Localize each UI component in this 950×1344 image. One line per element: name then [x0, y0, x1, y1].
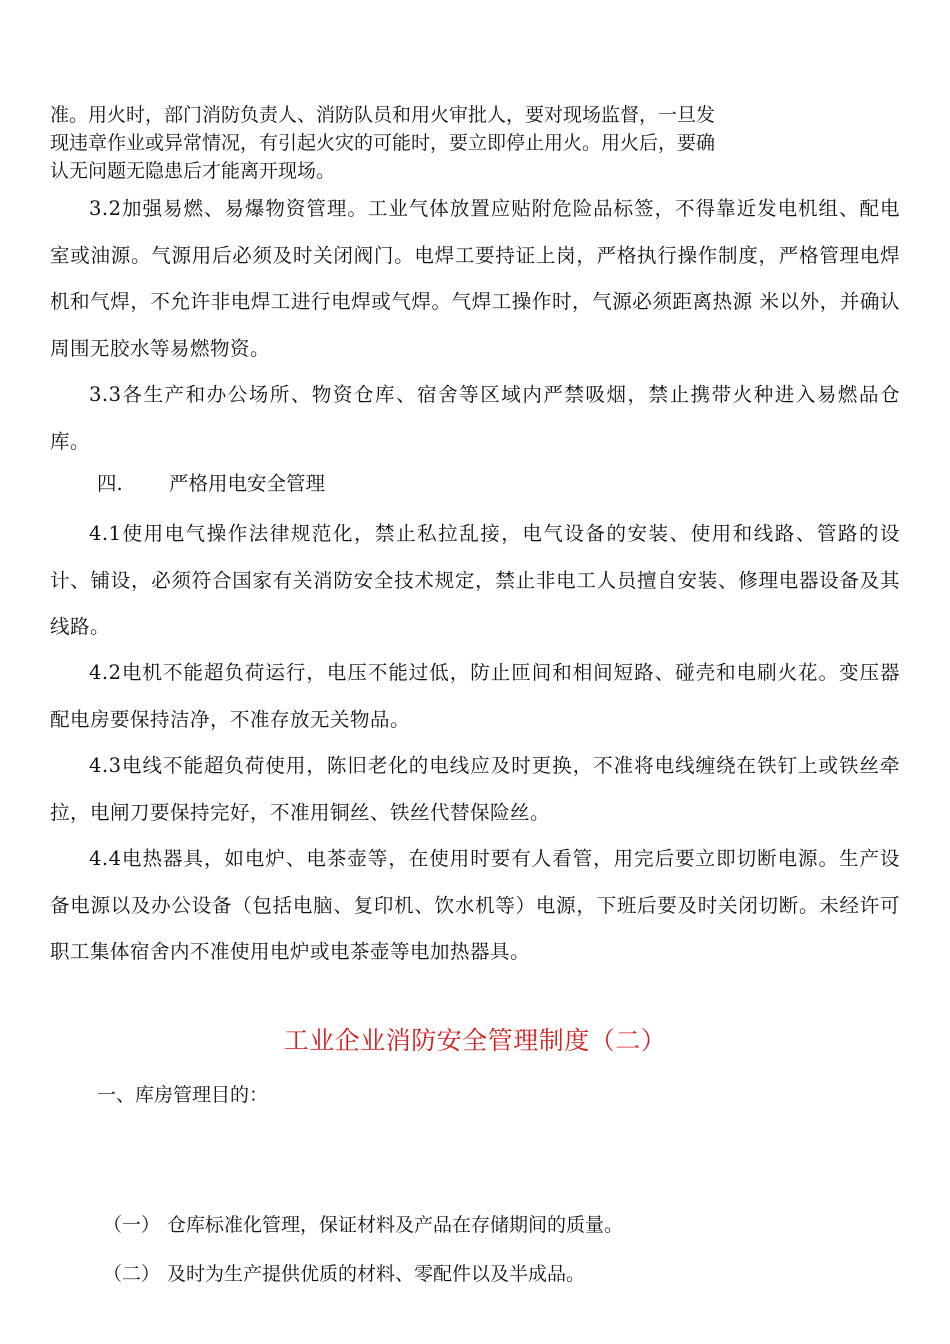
- paragraph-3-2: 3.2加强易燃、易爆物资管理。工业气体放置应贴附危险品标签，不得靠近发电机组、配电室或油源。气源用后必须及时关闭阀门。电焊工要持证上岗，严格执行操作制度，严格管理电焊机和气焊，不允许非电焊工进行电焊或气焊。气焊工操作时，气源必须距离热源 米以外，并确认周围无胶水等易燃物资。: [50, 197, 900, 360]
- list-item-text: 仓库标准化管理，保证材料及产品在存储期间的质量。: [167, 1214, 624, 1236]
- list-item-label: （二）: [103, 1263, 161, 1285]
- list-item-text: 及时为生产提供优质的材料、零配件以及半成品。: [167, 1263, 586, 1285]
- list-item-label: （一）: [103, 1214, 161, 1236]
- document-title: 工业企业消防安全管理制度（二）: [283, 1026, 667, 1055]
- paragraph-4-4: 4.4电热器具，如电炉、电茶壶等，在使用时要有人看管，用完后要立即切断电源。生产设备电源以及办公设备（包括电脑、复印机、饮水机等）电源，下班后要及时关闭切断。未经许可职工集体宿舍内不准使用电炉或电茶壶等电加热器具。: [50, 847, 900, 963]
- list-item: [103, 1259, 585, 1289]
- paragraph-4-1: 4.1使用电气操作法律规范化，禁止私拉乱接，电气设备的安装、使用和线路、管路的设计、铺设，必须符合国家有关消防安全技术规定，禁止非电工人员擅自安装、修理电器设备及其线路。: [50, 522, 900, 638]
- paragraph-4-2: 4.2电机不能超负荷运行，电压不能过低，防止匝间和相间短路、碰壳和电刷火花。变压器配电房要保持洁净，不准存放无关物品。: [50, 661, 900, 731]
- intro-line-1: 准。用火时，部门消防负责人、消防队员和用火审批人，要对现场监督，一旦发: [50, 104, 716, 126]
- paragraph-4-3: 4.3电线不能超负荷使用，陈旧老化的电线应及时更换，不准将电线缠绕在铁钉上或铁丝牵拉，电闸刀要保持完好，不准用铜丝、铁丝代替保险丝。: [50, 754, 900, 824]
- section-four-heading: [97, 469, 325, 499]
- intro-line-2: 现违章作业或异常情况，有引起火灾的可能时，要立即停止用火。用火后，要确: [50, 132, 716, 154]
- intro-continuation: [50, 101, 810, 185]
- section-one-heading: 一、库房管理目的：: [97, 1084, 269, 1106]
- list-item: [103, 1210, 623, 1240]
- paragraph-3-3: 3.3各生产和办公场所、物资仓库、宿舍等区域内严禁吸烟，禁止携带火种进入易燃品仓库。: [50, 383, 900, 453]
- intro-line-3: 认无问题无隐患后才能离开现场。: [50, 160, 336, 182]
- section-four-number: 四.: [97, 472, 123, 495]
- section-four-title: 严格用电安全管理: [169, 472, 326, 495]
